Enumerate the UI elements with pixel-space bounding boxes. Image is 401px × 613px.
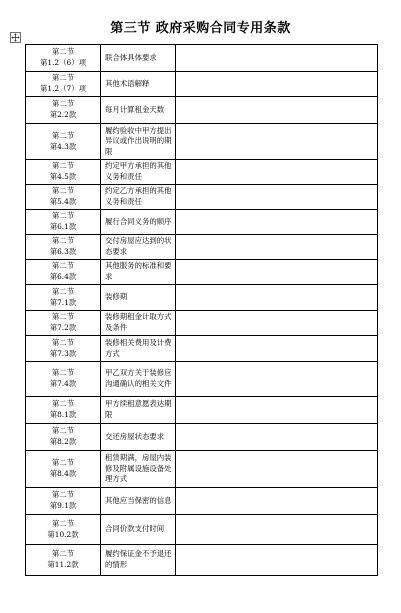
section-label: 第二节 (51, 549, 75, 559)
clause-number: 第7.2款 (49, 323, 77, 332)
section-label: 第二节 (51, 99, 75, 109)
clause-number: 第5.4款 (49, 197, 77, 206)
section-label: 第二节 (51, 261, 75, 271)
clause-content-cell[interactable] (176, 45, 378, 72)
clause-topic-cell: 交付房屋应达到的状态要求 (101, 235, 176, 260)
clause-reference-cell (26, 362, 101, 397)
section-label: 第二节 (51, 458, 75, 468)
table-row (26, 97, 378, 124)
clause-reference-cell (26, 424, 101, 451)
clause-number: 第2.2款 (49, 110, 77, 119)
table-move-handle[interactable] (10, 32, 21, 43)
clause-number: 第8.4款 (49, 469, 77, 478)
clause-content-cell[interactable] (176, 515, 378, 545)
clause-content-cell[interactable] (176, 97, 378, 124)
clause-content-cell[interactable] (176, 160, 378, 185)
table-row (26, 311, 378, 336)
clause-content-cell[interactable] (176, 311, 378, 336)
clause-reference-cell (26, 124, 101, 160)
clause-reference-cell (26, 97, 101, 124)
table-row (26, 397, 378, 424)
clause-content-cell[interactable] (176, 124, 378, 160)
clause-content-cell[interactable] (176, 336, 378, 362)
clause-topic-cell: 甲乙双方关于装修应沟通确认的相关文件 (101, 362, 176, 397)
table-row (26, 124, 378, 160)
clause-content-cell[interactable] (176, 451, 378, 488)
clause-topic-cell: 租赁期满，房屋内装修及附属设施设备处理方式 (101, 451, 176, 488)
clause-content-cell[interactable] (176, 397, 378, 424)
table-row (26, 260, 378, 285)
clause-topic-cell: 履约保证金不予退还的情形 (101, 545, 176, 576)
section-label: 第二节 (51, 368, 75, 378)
clause-number: 第9.1款 (49, 501, 77, 510)
clause-topic-cell: 其他术语解释 (101, 72, 176, 97)
table-row (26, 185, 378, 210)
clause-topic-cell: 其他应当保密的信息 (101, 488, 176, 515)
clause-reference-cell (26, 285, 101, 311)
clause-number: 第8.1款 (49, 410, 77, 419)
clause-content-cell[interactable] (176, 185, 378, 210)
clause-reference-cell (26, 72, 101, 97)
clause-content-cell[interactable] (176, 362, 378, 397)
clause-topic-cell: 交还房屋状态要求 (101, 424, 176, 451)
clause-number: 第6.3款 (49, 247, 77, 256)
table-row (26, 285, 378, 311)
section-label: 第二节 (51, 426, 75, 436)
section-label: 第二节 (51, 47, 75, 57)
clause-topic-cell: 其他服务的标准和要求 (101, 260, 176, 285)
clause-number: 第10.2款 (47, 529, 79, 539)
section-label: 第二节 (51, 73, 75, 83)
clause-reference-cell (26, 185, 101, 210)
table-row (26, 336, 378, 362)
table-row (26, 545, 378, 576)
clause-number: 第6.1款 (49, 222, 77, 231)
clause-content-cell[interactable] (176, 72, 378, 97)
clause-reference-cell (26, 488, 101, 515)
clause-number: 第1.2（6）项 (39, 58, 87, 67)
table-row (26, 451, 378, 488)
clause-topic-cell: 甲方续租意愿表达期限 (101, 397, 176, 424)
clause-number: 第4.3款 (49, 141, 77, 151)
four-way-arrow-icon (11, 33, 20, 42)
clause-topic-cell: 合同价款支付时间 (101, 515, 176, 545)
table-row (26, 45, 378, 72)
clause-reference-cell (26, 311, 101, 336)
table-row (26, 210, 378, 235)
table-row (26, 515, 378, 545)
section-label: 第二节 (51, 337, 75, 347)
clause-topic-cell: 履行合同义务的顺序 (101, 210, 176, 235)
clause-reference-cell (26, 45, 101, 72)
clause-reference-cell (26, 260, 101, 285)
clause-number: 第4.5款 (49, 172, 77, 181)
section-label: 第二节 (51, 399, 75, 409)
clause-number: 第8.2款 (49, 437, 77, 446)
clause-topic-cell: 装修期 (101, 285, 176, 311)
clause-number: 第6.4款 (49, 272, 77, 281)
section-label: 第二节 (51, 211, 75, 221)
clause-number: 第11.2款 (47, 560, 79, 569)
clause-content-cell[interactable] (176, 488, 378, 515)
clause-content-cell[interactable] (176, 545, 378, 576)
clause-reference-cell (26, 210, 101, 235)
section-label: 第二节 (51, 161, 75, 171)
clause-topic-cell: 每月计算租金天数 (101, 97, 176, 124)
clause-reference-cell (26, 397, 101, 424)
clause-reference-cell (26, 545, 101, 576)
section-label: 第二节 (51, 186, 75, 196)
clause-number: 第7.3款 (49, 348, 77, 358)
clause-number: 第7.1款 (49, 297, 77, 307)
section-label: 第二节 (51, 312, 75, 322)
clause-content-cell[interactable] (176, 260, 378, 285)
clause-topic-cell: 联合体具体要求 (101, 45, 176, 72)
clause-topic-cell: 装修相关费用及计费方式 (101, 336, 176, 362)
special-terms-table (25, 44, 378, 576)
clause-content-cell[interactable] (176, 285, 378, 311)
clause-reference-cell (26, 235, 101, 260)
table-row (26, 362, 378, 397)
clause-number: 第7.4款 (49, 379, 77, 388)
clause-reference-cell (26, 515, 101, 545)
clause-content-cell[interactable] (176, 210, 378, 235)
clause-reference-cell (26, 336, 101, 362)
section-label: 第二节 (51, 236, 75, 246)
section-label: 第二节 (51, 490, 75, 500)
clause-topic-cell: 装修期租金计取方式及条件 (101, 311, 176, 336)
table-row (26, 235, 378, 260)
clause-topic-cell: 约定甲方承担的其他义务和责任 (101, 160, 176, 185)
section-label: 第二节 (51, 518, 75, 528)
table-row (26, 424, 378, 451)
clause-number: 第1.2（7）项 (39, 84, 87, 93)
section-label: 第二节 (51, 286, 75, 296)
clause-content-cell[interactable] (176, 235, 378, 260)
table-row (26, 488, 378, 515)
table-row (26, 160, 378, 185)
clause-reference-cell (26, 160, 101, 185)
clause-topic-cell: 约定乙方承担的其他义务和责任 (101, 185, 176, 210)
clause-reference-cell (26, 451, 101, 488)
clause-content-cell[interactable] (176, 424, 378, 451)
table-row (26, 72, 378, 97)
clause-topic-cell: 履约验收中甲方提出异议或作出说明的期限 (101, 124, 176, 160)
section-label: 第二节 (51, 130, 75, 140)
page-title: 第三节 政府采购合同专用条款 (110, 21, 291, 36)
special-terms-table-body (26, 45, 378, 576)
